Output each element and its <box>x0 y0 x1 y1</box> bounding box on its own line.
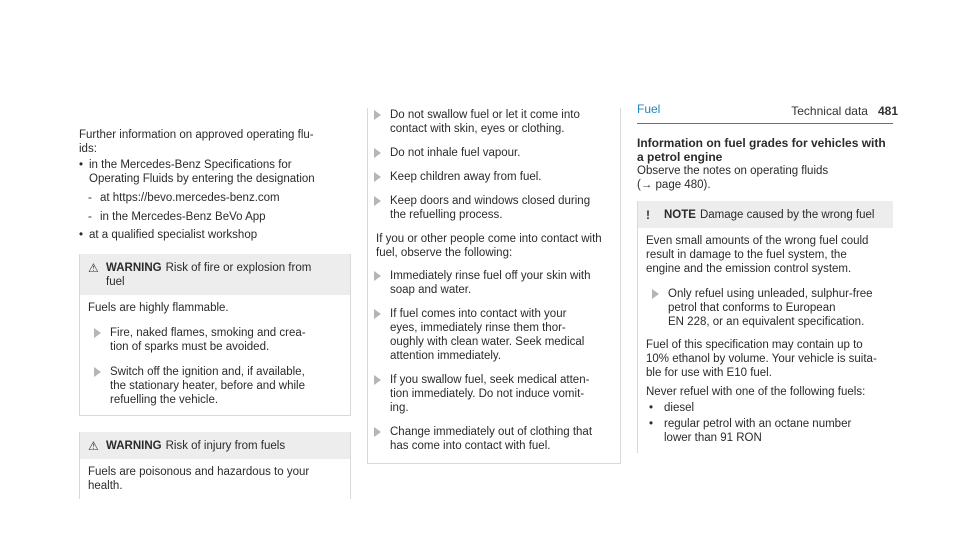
note-header <box>638 201 893 228</box>
page-reference-link[interactable]: (→ page 480). <box>637 179 711 191</box>
subsection-heading: a petrol engine <box>637 150 723 164</box>
warning-label: WARNING <box>106 440 162 452</box>
paragraph-text: 10% ethanol by volume. Your vehicle is suita- <box>646 353 877 365</box>
warning-body <box>80 295 350 415</box>
warning-text: Fuels are highly flammable. <box>88 302 229 314</box>
warning-text: health. <box>88 480 123 492</box>
warning-label: WARNING <box>106 262 162 274</box>
list-item-text: diesel <box>664 402 695 414</box>
sub-list-item <box>79 210 351 224</box>
step-text: refuelling the vehicle. <box>110 394 219 406</box>
list-item-text: lower than 91 RON <box>664 432 762 444</box>
step-text: ing. <box>390 402 409 414</box>
subsection-heading: Information on fuel grades for vehicles with <box>637 136 886 150</box>
instruction-step <box>368 108 612 136</box>
observe-text: Observe the notes on operating fluids <box>637 165 829 177</box>
step-text: Switch off the ignition and, if available, <box>110 366 305 378</box>
step-text: eyes, immediately rinse them thor- <box>390 322 566 334</box>
note-title: Damage caused by the wrong fuel <box>699 209 875 221</box>
step-text: the stationary heater, before and while <box>110 380 305 392</box>
step-text: EN 228, or an equivalent specification. <box>668 316 865 328</box>
instruction-step <box>368 373 612 415</box>
step-text: has come into contact with fuel. <box>390 440 551 452</box>
intro-line: Further information on approved operating flu- <box>79 129 314 141</box>
warning-box-continued <box>367 108 621 464</box>
note-box <box>637 201 893 453</box>
paragraph-text: If you or other people come into contact with <box>376 233 602 245</box>
instruction-step <box>88 365 342 407</box>
step-text: Change immediately out of clothing that <box>390 426 593 438</box>
note-text: result in damage to the fuel system, the <box>646 249 847 261</box>
note-body <box>638 228 893 453</box>
section-title: Fuel <box>637 102 893 124</box>
page-number: 481 <box>877 104 898 118</box>
arrow-right-icon <box>374 375 381 385</box>
list-item <box>79 158 351 186</box>
warning-title: Risk of fire or explosion from <box>165 262 312 274</box>
paragraph-text: Never refuel with one of the following fuels: <box>646 386 866 398</box>
instruction-step <box>368 194 612 222</box>
instruction-step <box>368 269 612 297</box>
note-label: NOTE <box>664 209 696 221</box>
warning-header <box>80 254 350 295</box>
warning-body <box>80 459 350 499</box>
bullet-icon: • <box>649 418 654 430</box>
bullet-icon: • <box>79 229 84 241</box>
arrow-right-icon <box>652 289 659 299</box>
bullet-icon: • <box>79 159 84 171</box>
instruction-step <box>368 307 612 363</box>
instruction-step <box>646 287 885 329</box>
list-item <box>646 417 885 445</box>
sub-list-item-text: in the Mercedes-Benz BeVo App <box>100 211 266 223</box>
step-text: the refuelling process. <box>390 209 503 221</box>
paragraph-text: fuel, observe the following: <box>376 247 513 259</box>
list-item <box>646 401 885 415</box>
list-item <box>79 228 351 242</box>
step-text: contact with skin, eyes or clothing. <box>390 123 565 135</box>
arrow-right-icon <box>374 309 381 319</box>
warning-header <box>80 432 350 459</box>
arrow-right-icon <box>94 328 101 338</box>
step-text: Keep children away from fuel. <box>390 171 542 183</box>
step-text: tion immediately. Do not induce vomit- <box>390 388 585 400</box>
arrow-right-icon <box>374 271 381 281</box>
paragraph-text: Fuel of this specification may contain up to <box>646 339 863 351</box>
column-middle <box>367 100 621 464</box>
list-item-text: at a qualified specialist workshop <box>89 229 258 241</box>
warning-triangle-icon: ⚠ <box>88 261 99 275</box>
warning-text: Fuels are poisonous and hazardous to your <box>88 466 310 478</box>
intro-line: ids: <box>79 143 97 155</box>
sub-list-item <box>79 191 351 205</box>
step-text: Only refuel using unleaded, sulphur-free <box>668 288 873 300</box>
step-text: petrol that conforms to European <box>668 302 836 314</box>
warning-box <box>79 254 351 416</box>
paragraph-text: ble for use with E10 fuel. <box>646 367 772 379</box>
arrow-right-icon <box>374 148 381 158</box>
note-text: engine and the emission control system. <box>646 263 852 275</box>
dash-icon: - <box>88 192 92 204</box>
arrow-right-icon <box>374 427 381 437</box>
exclamation-icon: ! <box>646 208 650 222</box>
arrow-right-icon <box>374 110 381 120</box>
sub-list-item-text: at https://bevo.mercedes-benz.com <box>100 192 280 204</box>
step-text: Keep doors and windows closed during <box>390 195 591 207</box>
step-text: tion of sparks must be avoided. <box>110 341 270 353</box>
step-text: attention immediately. <box>390 350 502 362</box>
step-text: Do not inhale fuel vapour. <box>390 147 521 159</box>
step-text: If fuel comes into contact with your <box>390 308 567 320</box>
column-left <box>79 128 351 499</box>
note-text: Even small amounts of the wrong fuel could <box>646 235 869 247</box>
step-text: If you swallow fuel, seek medical atten- <box>390 374 590 386</box>
warning-title: fuel <box>106 276 125 288</box>
dash-icon: - <box>88 211 92 223</box>
list-item-text: regular petrol with an octane number <box>664 418 852 430</box>
warning-box <box>79 432 351 499</box>
instruction-step <box>368 425 612 453</box>
step-text: Fire, naked flames, smoking and crea- <box>110 327 306 339</box>
step-text: Immediately rinse fuel off your skin with <box>390 270 591 282</box>
arrow-right-icon <box>374 172 381 182</box>
warning-title: Risk of injury from fuels <box>165 440 286 452</box>
instruction-step <box>88 326 342 354</box>
list-item-text: in the Mercedes-Benz Specifications for <box>89 159 292 171</box>
instruction-step <box>368 146 612 160</box>
bullet-icon: • <box>649 402 654 414</box>
step-text: soap and water. <box>390 284 472 296</box>
list-item-text: Operating Fluids by entering the designation <box>89 173 315 185</box>
arrow-right-icon <box>94 367 101 377</box>
warning-triangle-icon: ⚠ <box>88 439 99 453</box>
header-section: Technical data <box>791 104 868 118</box>
step-text: oughly with clean water. Seek medical <box>390 336 585 348</box>
step-text: Do not swallow fuel or let it come into <box>390 109 580 121</box>
instruction-step <box>368 170 612 184</box>
column-right <box>637 102 893 453</box>
paragraph <box>368 222 612 260</box>
arrow-right-icon <box>374 196 381 206</box>
